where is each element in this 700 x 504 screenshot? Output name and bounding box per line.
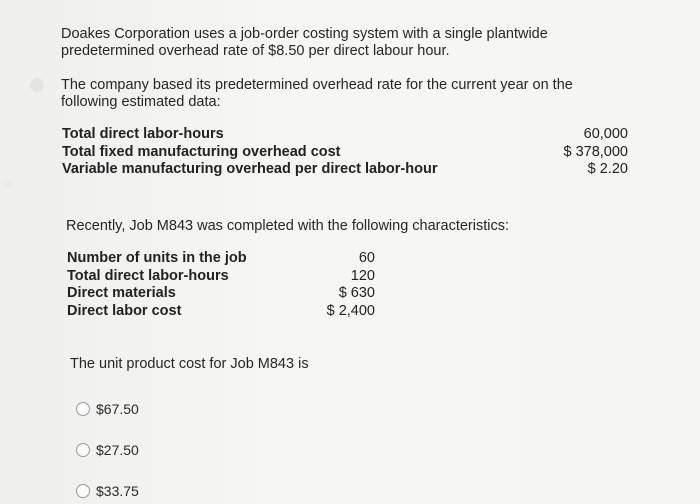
job-label: Direct labor cost bbox=[67, 302, 182, 319]
question-text: The unit product cost for Job M843 is bbox=[70, 356, 309, 372]
estimates-values bbox=[563, 126, 628, 179]
estimate-value: $ 2.20 bbox=[587, 161, 628, 177]
job-value: $ 630 bbox=[338, 285, 375, 301]
radio-button[interactable] bbox=[76, 443, 90, 457]
job-value: $ 2,400 bbox=[326, 302, 375, 319]
estimate-label: Total fixed manufacturing overhead cost bbox=[62, 143, 341, 160]
recent-job-paragraph: Recently, Job M843 was completed with the following characteristics: bbox=[66, 218, 509, 234]
answer-option-1[interactable] bbox=[76, 401, 139, 417]
job-value: 60 bbox=[358, 250, 375, 266]
job-value: 120 bbox=[350, 267, 375, 284]
estimates-labels bbox=[62, 126, 437, 179]
option-label: $67.50 bbox=[96, 401, 139, 417]
option-label: $27.50 bbox=[96, 442, 139, 458]
radio-button[interactable] bbox=[76, 402, 90, 416]
decorative-dot bbox=[30, 78, 44, 92]
estimate-value: $ 378,000 bbox=[563, 143, 628, 160]
intro-paragraph: Doakes Corporation uses a job-order costing system with a single plantwide predetermined overhead rate of $8.50 per direct labour hour. bbox=[61, 26, 548, 59]
job-values bbox=[300, 250, 375, 320]
job-labels bbox=[67, 250, 247, 320]
answer-option-3[interactable] bbox=[76, 483, 139, 499]
estimate-label: Total direct labor-hours bbox=[62, 126, 224, 142]
job-label: Number of units in the job bbox=[67, 250, 247, 266]
job-label: Total direct labor-hours bbox=[67, 267, 229, 284]
job-label: Direct materials bbox=[67, 285, 176, 301]
radio-button[interactable] bbox=[76, 484, 90, 498]
decorative-dot bbox=[2, 178, 12, 188]
answer-option-2[interactable] bbox=[76, 442, 139, 458]
option-label: $33.75 bbox=[96, 483, 139, 499]
estimate-label: Variable manufacturing overhead per direct labor-hour bbox=[62, 161, 438, 177]
basis-paragraph: The company based its predetermined overhead rate for the current year on the following estimated data: bbox=[61, 77, 573, 110]
estimate-value: 60,000 bbox=[583, 126, 628, 142]
